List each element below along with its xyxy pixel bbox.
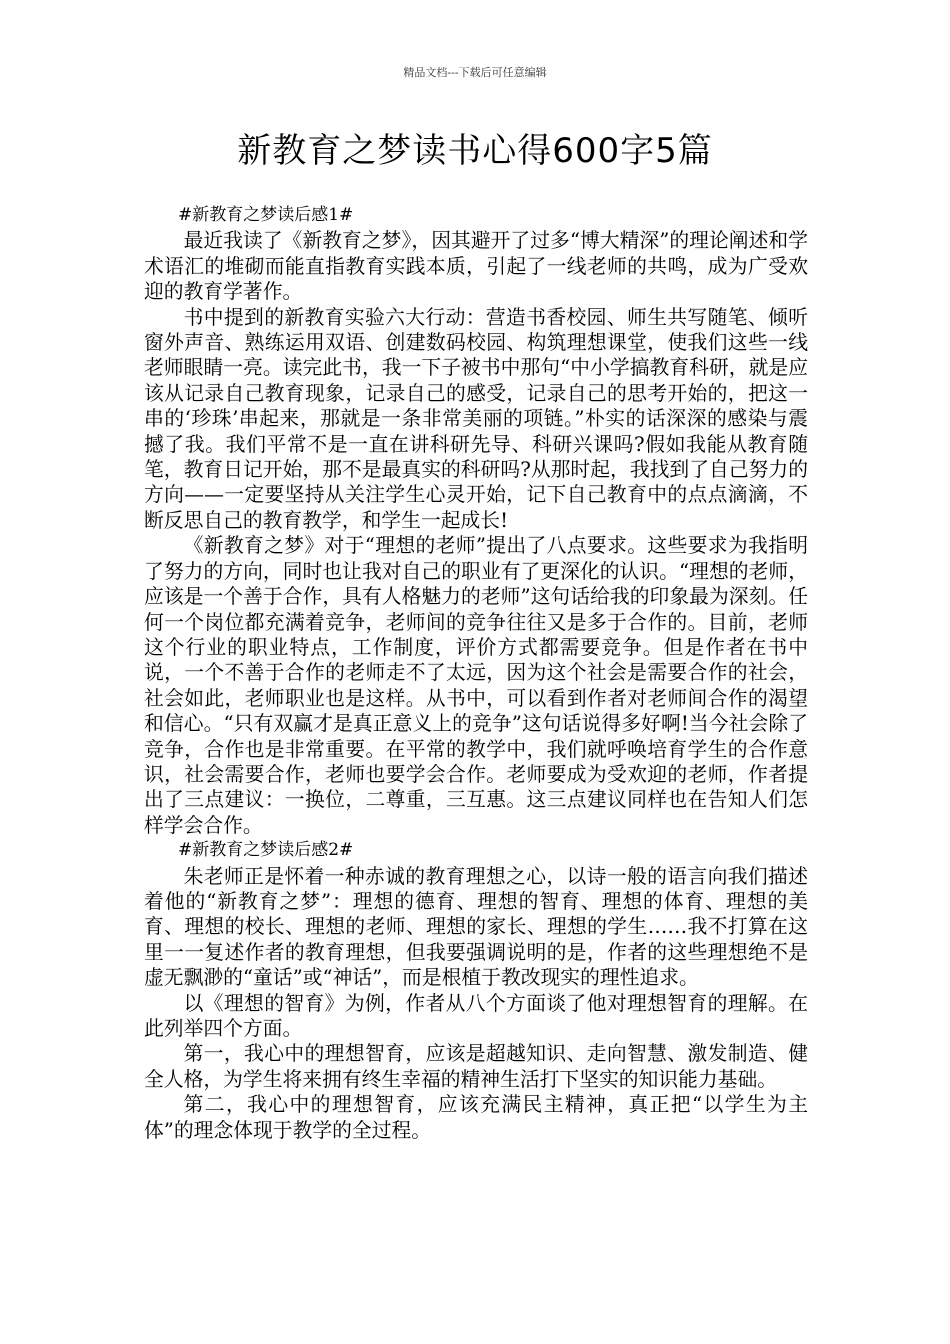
paragraph: 书中提到的新教育实验六大行动：营造书香校园、师生共写随笔、倾听窗外声音、熟练运用双语、创建数码校园、构筑理想课堂，使我们这些一线老师眼睛一亮。读完此书，我一下子被书中那句“中小学搞教育科研，就是应该从记录自己教育现象，记录自己的感受，记录自己的思考开始的，把这一串的‘珍珠’串起来，那就是一条非常美丽的项链。”朴实的话深深的感染与震撼了我。我们平常不是一直在讲科研先导、科研兴课吗?假如我能从教育随笔，教育日记开始，那不是最真实的科研吗?从那时起，我找到了自己努力的方向——一定要坚持从关注学生心灵开始，记下自己教育中的点点滴滴，不断反思自己的教育教学，和学生一起成长! [144,305,808,532]
document-body [144,203,808,1143]
page-header: 精品文档---下载后可任意编辑 [403,66,547,79]
section-heading-1: #新教育之梦读后感1# [178,205,354,225]
paragraph: 最近我读了《新教育之梦》，因其避开了过多“博大精深”的理论阐述和学术语汇的堆砌而能直指教育实践本质，引起了一线老师的共鸣，成为广受欢迎的教育学著作。 [144,229,808,304]
paragraph: 朱老师正是怀着一种赤诚的教育理想之心，以诗一般的语言向我们描述着他的“新教育之梦”：理想的德育、理想的智育、理想的体育、理想的美育、理想的校长、理想的老师、理想的家长、理想的学生……我不打算在这里一一复述作者的教育理想，但我要强调说明的是，作者的这些理想绝不是虚无飘渺的“童话”或“神话”，而是根植于教改现实的理性追求。 [144,864,808,990]
paragraph: 第二，我心中的理想智育，应该充满民主精神，真正把“以学生为主体”的理念体现于教学的全过程。 [144,1093,808,1142]
paragraph: 第一，我心中的理想智育，应该是超越知识、走向智慧、激发制造、健全人格，为学生将来拥有终生幸福的精神生活打下坚实的知识能力基础。 [144,1042,808,1091]
document-title: 新教育之梦读书心得600字5篇 [237,131,713,171]
paragraph: 以《理想的智育》为例，作者从八个方面谈了他对理想智育的理解。在此列举四个方面。 [144,991,808,1040]
section-heading-2: #新教育之梦读后感2# [178,840,354,861]
paragraph: 《新教育之梦》对于“理想的老师”提出了八点要求。这些要求为我指明了努力的方向，同时也让我对自己的职业有了更深化的认识。“理想的老师，应该是一个善于合作，具有人格魅力的老师”这句话给我的印象最为深刻。任何一个岗位都充满着竞争，老师间的竞争往往又是多于合作的。目前，老师这个行业的职业特点，工作制度，评价方式都需要竞争。但是作者在书中说，一个不善于合作的老师走不了太远，因为这个社会是需要合作的社会，社会如此，老师职业也是这样。从书中，可以看到作者对老师间合作的渴望和信心。“只有双赢才是真正意义上的竞争”这句话说得多好啊!当今社会除了竞争，合作也是非常重要。在平常的教学中，我们就呼唤培育学生的合作意识，社会需要合作，老师也要学会合作。老师要成为受欢迎的老师，作者提出了三点建议：一换位，二尊重，三互惠。这三点建议同样也在告知人们怎样学会合作。 [144,534,808,837]
